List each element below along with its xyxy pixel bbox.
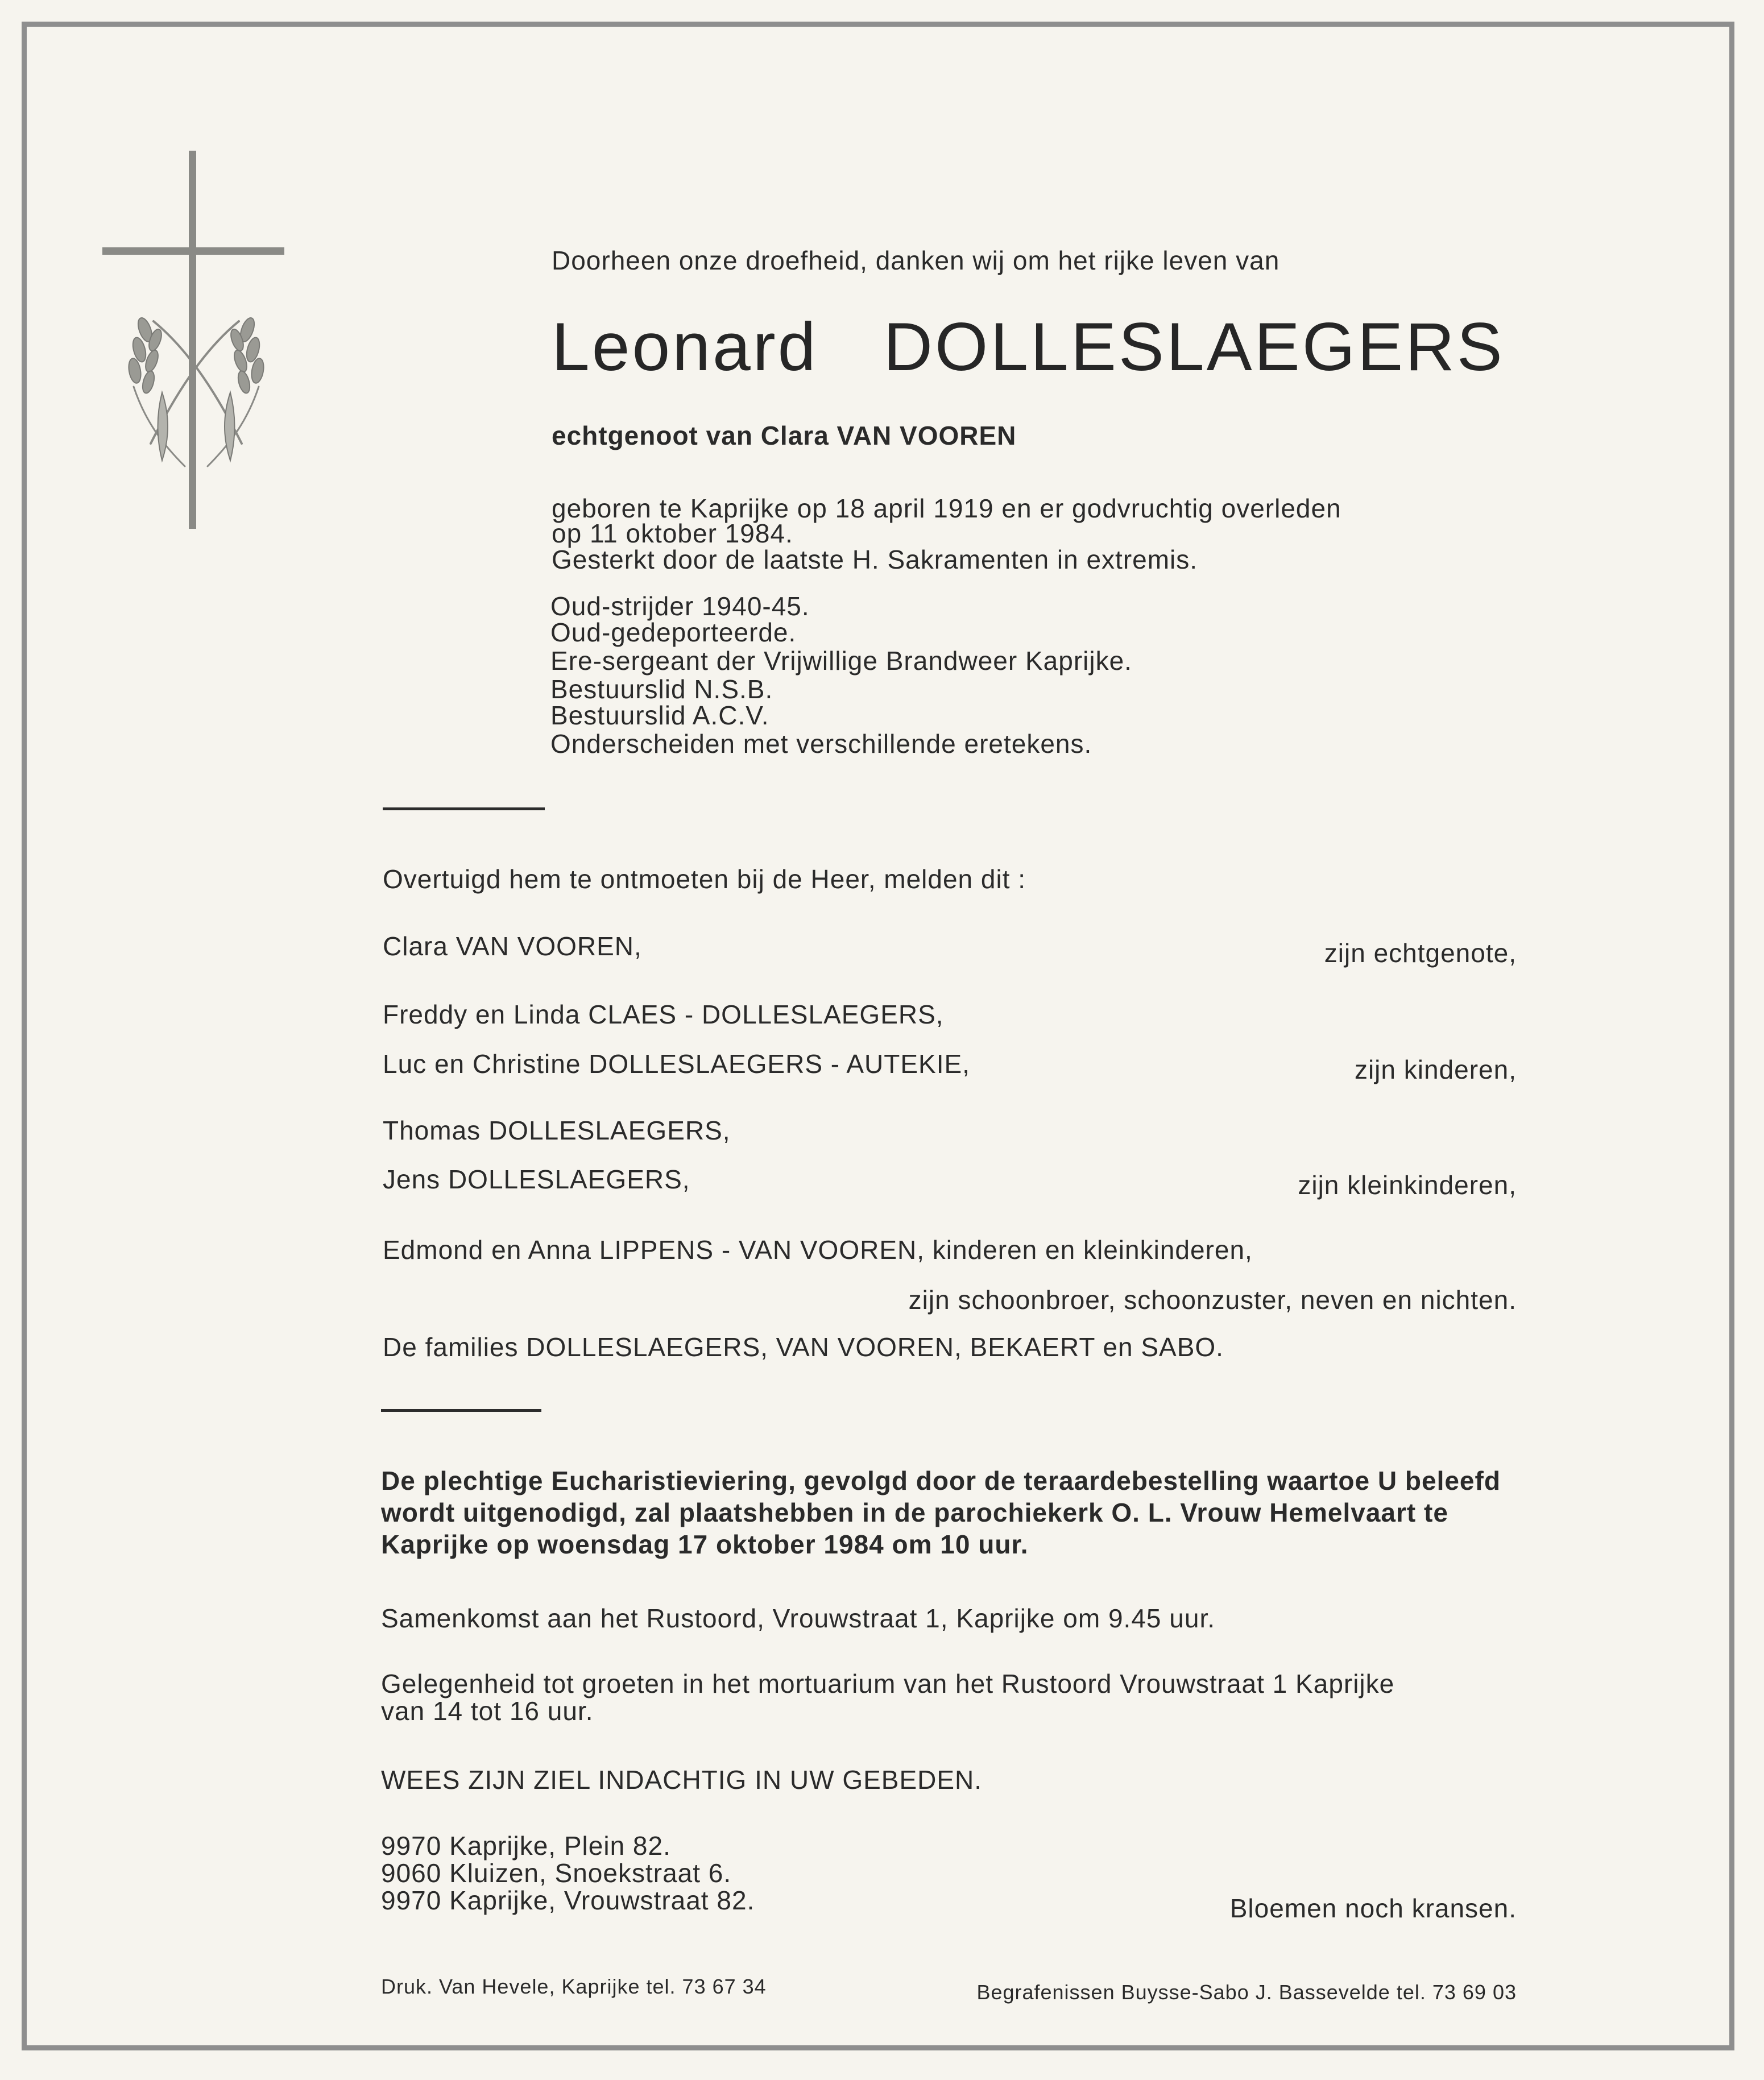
visiting-line-2: van 14 tot 16 uur. [381,1696,594,1726]
honour-line-1: Oud-strijder 1940-45. [550,591,810,621]
honour-line-3: Ere-sergeant der Vrijwillige Brandweer Kaprijke. [550,646,1132,676]
flowers-note: Bloemen noch kransen. [1229,1893,1517,1923]
family-names-1: Clara VAN VOOREN, [383,931,642,961]
family-names-6: Edmond en Anna LIPPENS - VAN VOOREN, kinderen en kleinkinderen, [383,1235,1253,1265]
birth-death-line-1: geboren te Kaprijke op 18 april 1919 en er godvruchtig overleden [552,494,1341,523]
birth-death-line-2: op 11 oktober 1984. [552,519,793,548]
family-names-3: Luc en Christine DOLLESLAEGERS - AUTEKIE, [383,1049,970,1079]
footer-undertaker: Begrafenissen Buysse-Sabo J. Bassevelde tel. 73 69 03 [976,1980,1517,2004]
honour-line-2: Oud-gedeporteerde. [550,618,797,647]
family-names-4: Thomas DOLLESLAEGERS, [383,1116,731,1145]
prayer-text: WEES ZIJN ZIEL INDACHTIG IN UW GEBEDEN. [381,1765,983,1795]
honour-line-4: Bestuurslid N.S.B. [550,674,773,704]
birth-death-line-3: Gesterkt door de laatste H. Sakramenten in extremis. [552,545,1198,574]
spouse-line: echtgenoot van Clara VAN VOOREN [552,421,1017,450]
intro-text: Doorheen onze droefheid, danken wij om het rijke leven van [552,246,1280,275]
family-relation-1: zijn echtgenote, [1324,938,1517,968]
address-line-3: 9970 Kaprijke, Vrouwstraat 82. [381,1886,755,1915]
meeting-text: Samenkomst aan het Rustoord, Vrouwstraat 1, Kaprijke om 9.45 uur. [381,1603,1216,1633]
honour-line-6: Onderscheiden met verschillende eretekens. [550,729,1092,759]
address-line-1: 9970 Kaprijke, Plein 82. [381,1831,671,1861]
family-relation-5: zijn kleinkinderen, [1298,1170,1517,1200]
family-names-5: Jens DOLLESLAEGERS, [383,1165,690,1194]
honour-line-5: Bestuurslid A.C.V. [550,701,769,730]
footer-printer: Druk. Van Hevele, Kaprijke tel. 73 67 34 [381,1975,767,1998]
family-relation-3: zijn kinderen, [1354,1055,1517,1084]
divider-1 [383,807,545,810]
deceased-name [552,310,1505,384]
deceased-last-name: DOLLESLAEGERS [883,309,1505,385]
divider-2 [381,1409,541,1412]
visiting-line-1: Gelegenheid tot groeten in het mortuarium van het Rustoord Vrouwstraat 1 Kaprijke [381,1669,1395,1698]
address-line-2: 9060 Kluizen, Snoekstraat 6. [381,1858,732,1888]
family-relation-7: zijn schoonbroer, schoonzuster, neven en nichten. [908,1285,1517,1315]
deceased-first-name: Leonard [552,309,818,385]
announcement-text: Overtuigd hem te ontmoeten bij de Heer, melden dit : [383,864,1026,894]
cross-with-wheat-icon [100,148,293,534]
ceremony-text: De plechtige Eucharistieviering, gevolgd door de teraardebestelling waartoe U beleefd wordt uitgenodigd, zal plaatshebben in de parochiekerk O. L. Vrouw Hemelvaart te Kaprijke op woensdag 17 oktober 1984 om 10 uur. [381,1466,1501,1559]
family-names-8: De families DOLLESLAEGERS, VAN VOOREN, BEKAERT en SABO. [383,1332,1224,1362]
family-names-2: Freddy en Linda CLAES - DOLLESLAEGERS, [383,1000,944,1029]
